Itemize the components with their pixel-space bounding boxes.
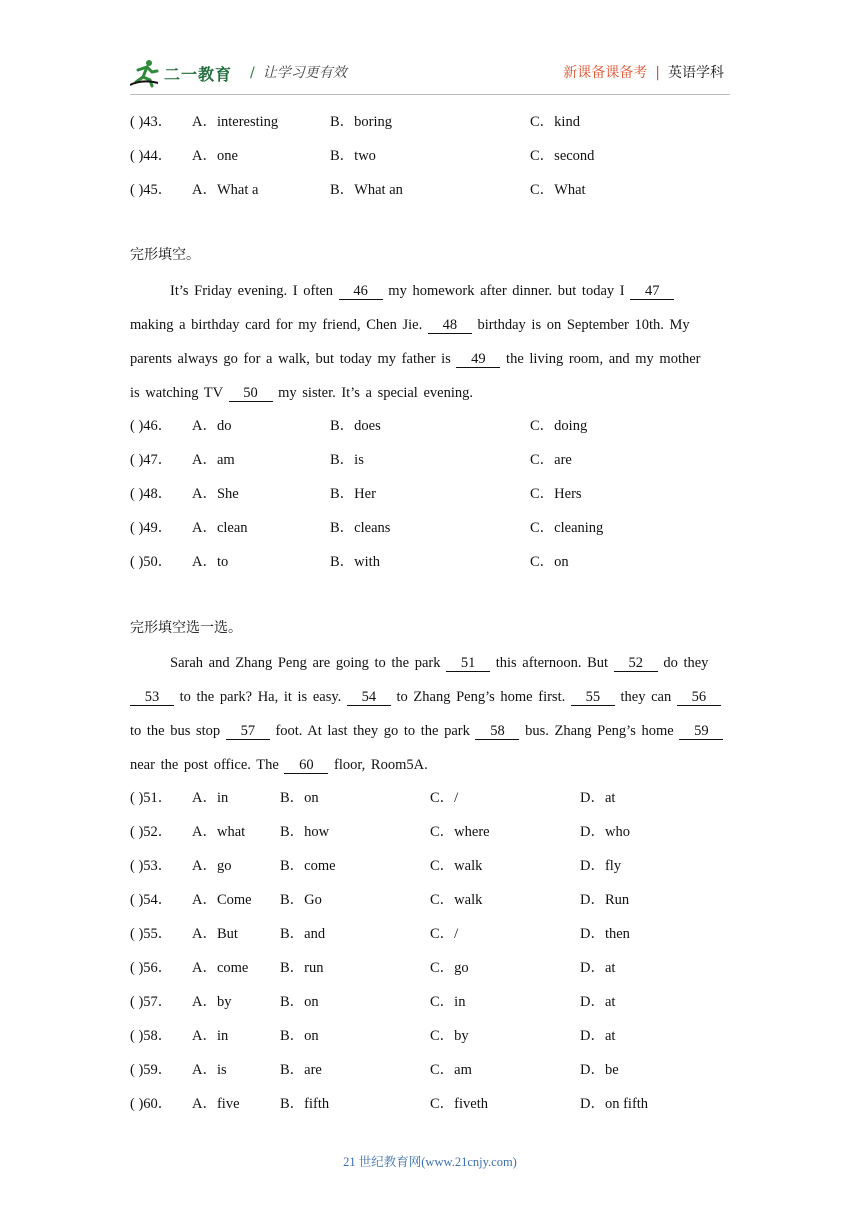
- option-c: C．/: [430, 790, 459, 806]
- option-c: C．on: [530, 554, 569, 570]
- header-course-label: 新课备课备考: [563, 65, 648, 81]
- answer-blank: 56: [677, 689, 721, 706]
- answer-blank: 52: [614, 655, 658, 672]
- option-b: B．two: [330, 148, 376, 164]
- question-number: ( )57．: [130, 994, 173, 1010]
- passage-line: [170, 653, 732, 673]
- passage-text: floor, Room5A.: [328, 757, 428, 773]
- logo-text: 二一教育: [164, 64, 233, 84]
- option-c: C．kind: [530, 114, 580, 130]
- passage-text: is watching TV: [130, 385, 229, 401]
- passage-text: to the bus stop: [130, 723, 226, 739]
- option-a: A．interesting: [192, 114, 279, 130]
- question-number: ( )59．: [130, 1062, 173, 1078]
- answer-blank: 54: [347, 689, 391, 706]
- question-number: ( )46．: [130, 418, 173, 434]
- option-d: D．Run: [580, 892, 630, 908]
- option-b: B．fifth: [280, 1096, 330, 1112]
- option-a: A．five: [192, 1096, 240, 1112]
- option-b: B．What an: [330, 182, 403, 198]
- page-footer: 21 世纪教育网(www.21cnjy.com): [343, 1155, 517, 1169]
- option-a: A．in: [192, 790, 229, 806]
- option-c: C．walk: [430, 858, 483, 874]
- question-number: ( )49．: [130, 520, 173, 536]
- option-b: B．Her: [330, 486, 376, 502]
- option-a: A．do: [192, 418, 232, 434]
- header-subject-label: 英语学科: [668, 65, 724, 81]
- option-d: D．at: [580, 790, 616, 806]
- question-number: ( )47．: [130, 452, 173, 468]
- option-d: D．at: [580, 960, 616, 976]
- option-b: B．come: [280, 858, 336, 874]
- passage-text: do they: [657, 655, 709, 671]
- option-b: B．run: [280, 960, 324, 976]
- question-number: ( )56．: [130, 960, 173, 976]
- option-b: B．Go: [280, 892, 322, 908]
- option-a: A．to: [192, 554, 229, 570]
- option-c: C．are: [530, 452, 572, 468]
- answer-blank: 51: [446, 655, 490, 672]
- option-b: B．cleans: [330, 520, 391, 536]
- passage-text: parents always go for a walk, but today my father is: [130, 351, 457, 367]
- option-c: C．walk: [430, 892, 483, 908]
- option-d: D．who: [580, 824, 630, 840]
- option-a: A．But: [192, 926, 238, 942]
- option-a: A．by: [192, 994, 232, 1010]
- answer-blank: 60: [284, 757, 328, 774]
- option-d: D．at: [580, 1028, 616, 1044]
- option-a: A．What a: [192, 182, 259, 198]
- slogan-text: 让学习更有效: [262, 65, 347, 81]
- passage-line: [130, 349, 732, 369]
- option-d: D．at: [580, 994, 616, 1010]
- passage-text: they can: [614, 689, 677, 705]
- option-a: A．one: [192, 148, 238, 164]
- option-b: B．and: [280, 926, 326, 942]
- passage-text: birthday is on September 10th. My: [471, 317, 690, 333]
- option-d: D．on fifth: [580, 1096, 649, 1112]
- question-number: ( )58．: [130, 1028, 173, 1044]
- option-b: B．with: [330, 554, 380, 570]
- option-a: A．in: [192, 1028, 229, 1044]
- option-a: A．what: [192, 824, 246, 840]
- header-right: [563, 62, 724, 82]
- option-a: A．come: [192, 960, 249, 976]
- passage-text: bus. Zhang Peng’s home: [519, 723, 680, 739]
- option-b: B．on: [280, 1028, 319, 1044]
- option-a: A．am: [192, 452, 235, 468]
- option-c: C．/: [430, 926, 459, 942]
- option-d: D．then: [580, 926, 630, 942]
- header-divider: [130, 94, 730, 95]
- question-number: ( )48．: [130, 486, 173, 502]
- question-number: ( )51．: [130, 790, 173, 806]
- passage-text: the living room, and my mother: [500, 351, 701, 367]
- answer-blank: 46: [339, 283, 383, 300]
- option-c: C．where: [430, 824, 490, 840]
- header-separator: |: [655, 65, 660, 81]
- answer-blank: 57: [226, 723, 270, 740]
- answer-blank: 47: [630, 283, 674, 300]
- question-number: ( )53．: [130, 858, 173, 874]
- option-a: A．She: [192, 486, 239, 502]
- question-number: ( )50．: [130, 554, 173, 570]
- option-b: B．are: [280, 1062, 322, 1078]
- option-b: B．how: [280, 824, 330, 840]
- passage-line: [170, 281, 732, 301]
- option-b: B．boring: [330, 114, 393, 130]
- passage-text: foot. At last they go to the park: [269, 723, 476, 739]
- passage-line: [130, 315, 732, 335]
- passage-line: [130, 383, 732, 403]
- option-b: B．is: [330, 452, 364, 468]
- option-d: D．fly: [580, 858, 622, 874]
- option-a: A．Come: [192, 892, 252, 908]
- question-number: ( )52．: [130, 824, 173, 840]
- passage-line: [130, 755, 732, 775]
- answer-blank: 58: [475, 723, 519, 740]
- logo: [130, 58, 232, 88]
- passage-text: near the post office. The: [130, 757, 285, 773]
- page-header: [130, 56, 730, 92]
- option-b: B．on: [280, 994, 319, 1010]
- answer-blank: 50: [229, 385, 273, 402]
- passage-text: my sister. It’s a special evening.: [272, 385, 473, 401]
- question-number: ( )43．: [130, 114, 173, 130]
- option-c: C．cleaning: [530, 520, 604, 536]
- answer-blank: 55: [571, 689, 615, 706]
- option-c: C．What: [530, 182, 586, 198]
- option-c: C．second: [530, 148, 595, 164]
- question-number: ( )45．: [130, 182, 173, 198]
- option-a: A．clean: [192, 520, 248, 536]
- header-slogan: [250, 62, 347, 82]
- passage-line: [130, 721, 732, 741]
- passage-line: [130, 687, 732, 707]
- passage-text: Sarah and Zhang Peng are going to the park: [170, 655, 447, 671]
- question-number: ( )54．: [130, 892, 173, 908]
- passage-text: my homework after dinner. but today I: [382, 283, 631, 299]
- passage-text: this afternoon. But: [490, 655, 614, 671]
- answer-blank: 53: [130, 689, 174, 706]
- option-c: C．in: [430, 994, 466, 1010]
- section3-heading: 完形填空选一选。: [130, 620, 242, 636]
- answer-blank: 48: [428, 317, 472, 334]
- option-a: A．go: [192, 858, 232, 874]
- option-c: C．fiveth: [430, 1096, 488, 1112]
- option-c: C．Hers: [530, 486, 582, 502]
- question-number: ( )44．: [130, 148, 173, 164]
- option-b: B．does: [330, 418, 381, 434]
- passage-text: to Zhang Peng’s home first.: [390, 689, 571, 705]
- option-c: C．go: [430, 960, 469, 976]
- option-a: A．is: [192, 1062, 227, 1078]
- question-number: ( )55．: [130, 926, 173, 942]
- passage-text: It’s Friday evening. I often: [170, 283, 339, 299]
- passage-text: making a birthday card for my friend, Chen Jie.: [130, 317, 428, 333]
- option-d: D．be: [580, 1062, 619, 1078]
- runner-logo-icon: [130, 58, 160, 88]
- option-c: C．doing: [530, 418, 588, 434]
- answer-blank: 59: [679, 723, 723, 740]
- option-c: C．by: [430, 1028, 469, 1044]
- question-number: ( )60．: [130, 1096, 173, 1112]
- option-c: C．am: [430, 1062, 472, 1078]
- passage-text: to the park? Ha, it is easy.: [174, 689, 347, 705]
- option-b: B．on: [280, 790, 319, 806]
- answer-blank: 49: [456, 351, 500, 368]
- section2-heading: 完形填空。: [130, 247, 200, 263]
- slogan-separator: /: [250, 65, 255, 81]
